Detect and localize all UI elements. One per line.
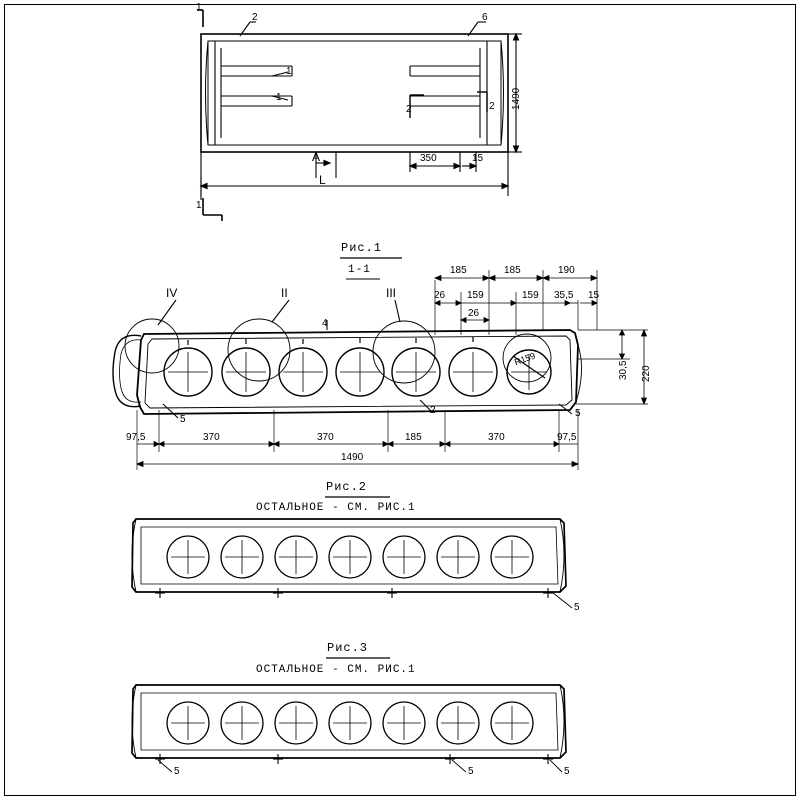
- fig2-section-title: 1-1: [348, 264, 371, 276]
- fig2-dim-total-1490: 1490: [341, 452, 364, 463]
- fig2-title: Рис.2: [326, 480, 368, 494]
- fig2-dim-185-a: 185: [450, 265, 467, 276]
- fig2-dim-97-5-left: 97,5: [126, 432, 146, 443]
- fig2-dim-26-a: 26: [434, 290, 446, 301]
- fig1-dim-350: 350: [420, 153, 437, 164]
- fig3-note: ОСТАЛЬНОЕ - СМ. РИС.1: [256, 664, 416, 676]
- fig4-callout-5-a: 5: [174, 766, 180, 777]
- fig2-callout-5-left: 5: [180, 414, 186, 425]
- fig3-callout-5: 5: [574, 602, 580, 613]
- fig2-roman-iii: III: [386, 286, 397, 300]
- fig2-dim-35-5: 35,5: [554, 290, 574, 301]
- fig2-dim-159-b: 159: [522, 290, 539, 301]
- fig2-dim-370-b: 370: [317, 432, 334, 443]
- fig2-roman-ii: II: [281, 286, 288, 300]
- fig2-dim-30-5: 30,5: [618, 360, 629, 380]
- fig2-callout-5-right: 5: [575, 408, 581, 419]
- fig2-dim-185-b: 185: [504, 265, 521, 276]
- fig1-dim-1490: 1490: [511, 87, 522, 110]
- fig2-callout-4: 4: [322, 318, 328, 329]
- fig1-callout-2b: 2: [406, 104, 412, 115]
- fig1-callout-6: 6: [482, 12, 488, 23]
- fig4-callout-5-c: 5: [564, 766, 570, 777]
- fig1-callout-2c: 2: [489, 101, 495, 112]
- fig2-dim-370-a: 370: [203, 432, 220, 443]
- fig2-dim-97-5-right: 97,5: [557, 432, 577, 443]
- fig2-dim-190: 190: [558, 265, 575, 276]
- fig3-title: Рис.3: [327, 641, 369, 655]
- fig2-dim-220: 220: [641, 365, 652, 382]
- fig1-letter-l: L: [319, 173, 326, 187]
- fig1-callout-1: 1: [286, 66, 292, 77]
- fig4-callout-5-b: 5: [468, 766, 474, 777]
- fig2-radius-label: R159: [513, 350, 537, 368]
- fig2-dim-26-b: 26: [468, 308, 480, 319]
- fig1-callout-1b: 1: [276, 92, 282, 103]
- fig1-section-mark-top: 1: [196, 2, 202, 13]
- fig1-title: Рис.1: [341, 241, 383, 255]
- fig1-letter-a: A: [312, 150, 321, 164]
- fig2-roman-iv: IV: [166, 286, 178, 300]
- fig2-dim-15: 15: [588, 290, 600, 301]
- fig1-dim-15: 15: [472, 153, 484, 164]
- fig2-dim-185: 185: [405, 432, 422, 443]
- fig2-callout-2: 2: [430, 405, 436, 416]
- fig2-dim-159-a: 159: [467, 290, 484, 301]
- fig1-section-mark-bottom: 1: [196, 200, 202, 211]
- fig2-dim-370-c: 370: [488, 432, 505, 443]
- fig1-callout-2: 2: [252, 12, 258, 23]
- fig2-note: ОСТАЛЬНОЕ - СМ. РИС.1: [256, 502, 416, 514]
